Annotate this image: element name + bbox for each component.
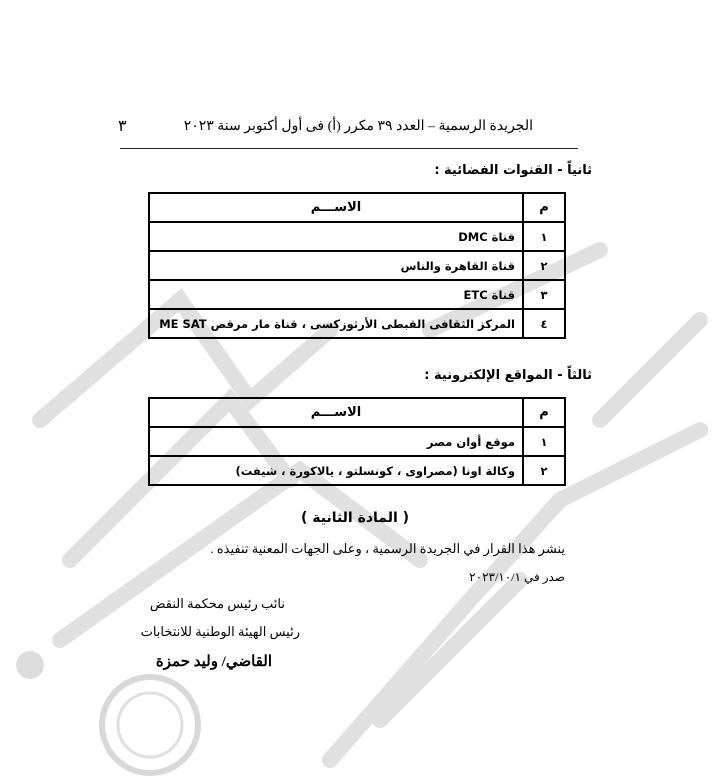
signature-title-2: رئيس الهيئة الوطنية للانتخابات xyxy=(140,624,300,639)
header-rule xyxy=(120,148,578,149)
table-row xyxy=(149,222,565,251)
websites-table xyxy=(148,397,566,486)
issue-date: صدر في ٢٠٢٣/١٠/١ xyxy=(469,570,565,584)
table-row xyxy=(149,456,565,485)
table-row xyxy=(149,251,565,280)
row-name: قناة القاهرة والناس xyxy=(149,251,523,280)
row-name: موقع أوان مصر xyxy=(149,427,523,456)
table-header-row xyxy=(149,193,565,222)
column-header-name: الاســـم xyxy=(149,398,523,427)
row-name: المركز الثقافى القبطى الأرثوزكسى ، قناة مار مرقص ME SAT xyxy=(149,309,523,338)
row-number: ١ xyxy=(523,427,565,456)
section-heading-satellite: ثانياً - القنوات الفضائية : xyxy=(434,163,592,178)
article-heading: ( المادة الثانية ) xyxy=(300,510,410,526)
article-text: ينشر هذا القرار في الجريدة الرسمية ، وعلى الجهات المعنية تنفيذه . xyxy=(210,541,565,556)
row-name: قناة ETC xyxy=(149,280,523,309)
row-number: ١ xyxy=(523,222,565,251)
row-number: ٢ xyxy=(523,251,565,280)
column-header-number: م xyxy=(523,193,565,222)
row-name: قناة DMC xyxy=(149,222,523,251)
table-row xyxy=(149,309,565,338)
section-heading-websites: ثالثاً - المواقع الإلكترونية : xyxy=(424,368,592,383)
satellite-channels-table xyxy=(148,192,566,339)
column-header-name: الاســـم xyxy=(149,193,523,222)
column-header-number: م xyxy=(523,398,565,427)
table-row xyxy=(149,280,565,309)
signature-title-1: نائب رئيس محكمة النقض xyxy=(149,596,285,611)
row-number: ٣ xyxy=(523,280,565,309)
signature-name: القاضي/ وليد حمزة xyxy=(155,654,272,670)
row-number: ٤ xyxy=(523,309,565,338)
page-header-title: الجريدة الرسمية – العدد ٣٩ مكرر (أ) فى أول أكتوبر سنة ٢٠٢٣ xyxy=(183,119,533,134)
page-number: ٣ xyxy=(118,118,127,135)
table-header-row xyxy=(149,398,565,427)
row-number: ٢ xyxy=(523,456,565,485)
table-row xyxy=(149,427,565,456)
row-name: وكالة اونا (مصراوى ، كونسلتو ، يالاكورة ، شيفت) xyxy=(149,456,523,485)
